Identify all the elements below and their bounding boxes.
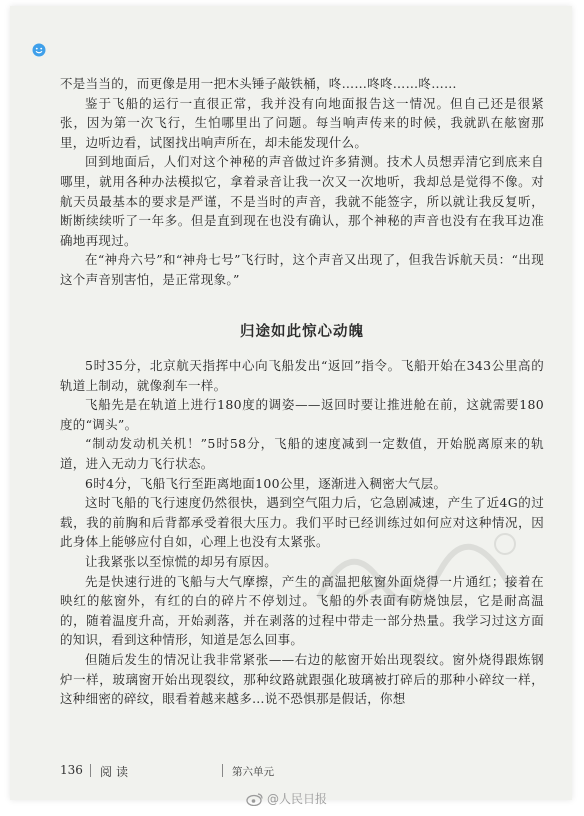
footer-divider (90, 764, 91, 777)
top-text-block (60, 74, 544, 290)
section-heading: 归途如此惊心动魄 (240, 324, 364, 340)
footer-divider (222, 764, 223, 777)
weibo-icon (246, 792, 264, 806)
page-number: 136 (60, 763, 83, 777)
paragraph: 让我紧张以至惊慌的却另有原因。 (85, 553, 278, 569)
footer-reading-label: 阅读 (100, 765, 133, 779)
paragraph: 5时35分，北京航天指挥中心向飞船发出“返回”指令。飞船开始在343公里高的轨道上制动，就像刹车一样。 (60, 358, 544, 393)
paragraph: 在“神舟六号”和“神舟七号”飞行时，这个声音又出现了，但我告诉航天员：“出现这个声音别害怕，是正常现象。” (60, 252, 544, 287)
paragraph: “制动发动机关机！”5时58分，飞船的速度减到一定数值，开始脱离原来的轨道，进入无动力飞行状态。 (60, 436, 544, 471)
credit-text: @人民日报 (267, 792, 328, 806)
footer-unit-label: 第六单元 (232, 766, 274, 778)
smiley-icon (32, 43, 46, 57)
paragraph: 但随后发生的情况让我非常紧张——右边的舷窗开始出现裂纹。窗外烧得跟炼钢炉一样，玻璃窗开始出现裂纹，那种纹路就跟强化玻璃被打碎后的那种小碎纹一样，这种细密的碎纹，眼看着越来越多…说不恐惧那是假话，你想 (60, 651, 544, 707)
paragraph: 不是当当的，而更像是用一把木头锤子敲铁桶，咚……咚咚……咚…… (60, 76, 457, 91)
paragraph: 先是快速行进的飞船与大气摩擦，产生的高温把舷窗外面烧得一片通红；接着在映红的舷窗外，有红的白的碎片不停划过。飞船的外表面有防烧蚀层，它是耐高温的，随着温度升高，开始剥落，并在剥落的过程中带走一部分热量。我学习过这方面的知识，看到这种情形，知道是怎么回事。 (60, 573, 544, 648)
paragraph: 回到地面后，人们对这个神秘的声音做过许多猜测。技术人员想弄清它到底来自哪里，就用各种办法模拟它，拿着录音让我一次又一次地听，我却总是觉得不像。对航天员最基本的要求是严谨，不是当时的声音，我就不能签字，所以就让我反复听，断断续续听了一年多。但是直到现在也没有确认，那个神秘的声音也没有在我耳边准确地再现过。 (60, 154, 544, 248)
paragraph: 6时4分，飞船飞行至距离地面100公里，逐渐进入稠密大气层。 (85, 475, 447, 491)
source-credit (246, 790, 327, 807)
paragraph: 鉴于飞船的运行一直很正常，我并没有向地面报告这一情况。但自己还是很紧张，因为第一次飞行，生怕哪里出了问题。每当响声传来的时候，我就趴在舷窗那里，边听边看，试图找出响声所在，却未能发现什么。 (60, 95, 544, 150)
paragraph: 这时飞船的飞行速度仍然很快，遇到空气阻力后，它急剧减速，产生了近4G的过载，我的前胸和后背都承受着很大压力。我们平时已经训练过如何应对这种情况，因此身体上能够应付自如，心理上也没有太紧张。 (60, 495, 544, 550)
paragraph: 飞船先是在轨道上进行180度的调姿——返回时要让推进舱在前，这就需要180度的“调头”。 (60, 397, 544, 432)
bottom-text-block (60, 356, 544, 709)
textbook-page (10, 6, 572, 800)
